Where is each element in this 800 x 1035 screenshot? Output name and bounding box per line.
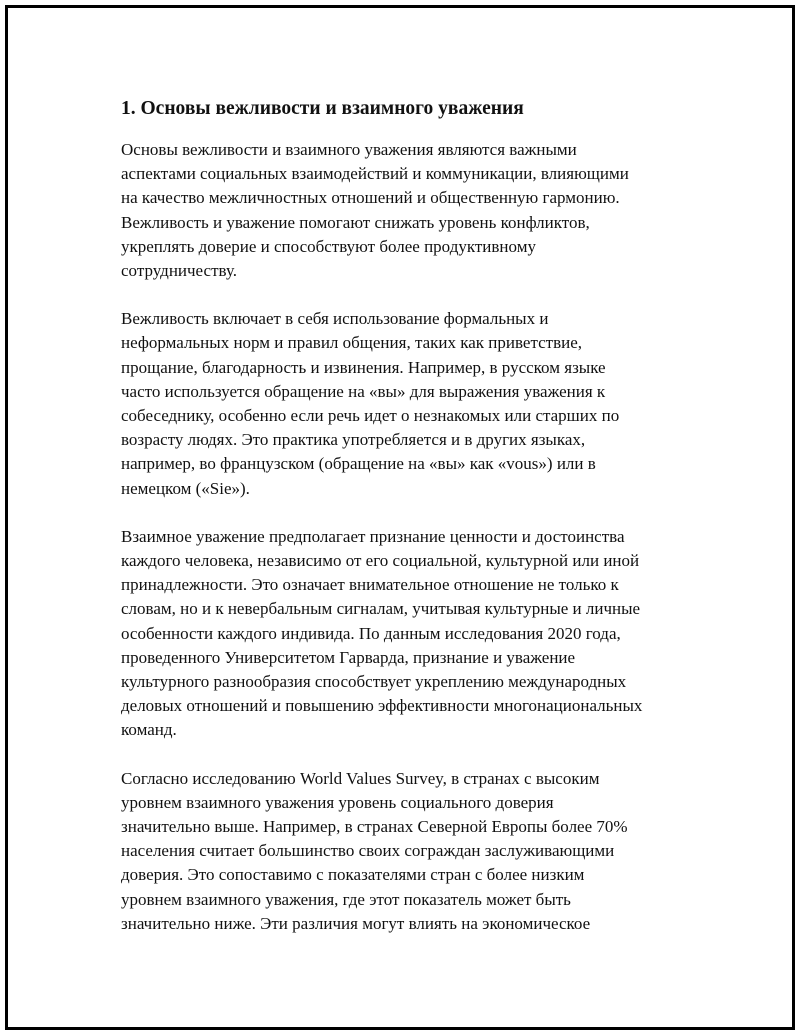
paragraph-2: Вежливость включает в себя использование формальных и неформальных норм и правил общения, таких как приветствие, прощание, благодарность и извинения. Например, в русском языке часто используется обращение на «вы» для выражения уважения к собеседнику, особенно если речь идет о незнакомых или старших по возрасту людях. Это практика употребляется и в других языках, например, во французском (обращение на «вы» как «vous») или в немецком («Sie»). [121,309,620,498]
paragraph-3: Взаимное уважение предполагает признание ценности и достоинства каждого человека, независимо от его социальной, культурной или иной принадлежности. Это означает внимательное отношение не только к словам, но и к невербальным сигналам, учитывая культурные и личные особенности каждого индивида. По данным исследования 2020 года, проведенного Университетом Гарварда, признание и уважение культурного разнообразия способствует укреплению международных деловых отношений и повышению эффективности многонациональных команд. [121,526,643,740]
section-heading: 1. Основы вежливости и взаимного уважения [121,98,524,119]
page-frame [5,5,795,1030]
paragraph-1: Основы вежливости и взаимного уважения являются важными аспектами социальных взаимодействий и коммуникации, влияющими на качество межличностных отношений и общественную гармонию. Вежливость и уважение помогают снижать уровень конфликтов, укреплять доверие и способствуют более продуктивному сотрудничеству. [121,140,629,281]
paragraph-4: Согласно исследованию World Values Survey, в странах с высоким уровнем взаимного уважения уровень социального доверия значительно выше. Например, в странах Северной Европы более 70% населения считает большинство своих сограждан заслуживающими доверия. Это сопоставимо с показателями стран с более низким уровнем взаимного уважения, где этот показатель может быть значительно ниже. Эти различия могут влиять на экономическое [121,768,628,933]
document-body [121,96,701,960]
